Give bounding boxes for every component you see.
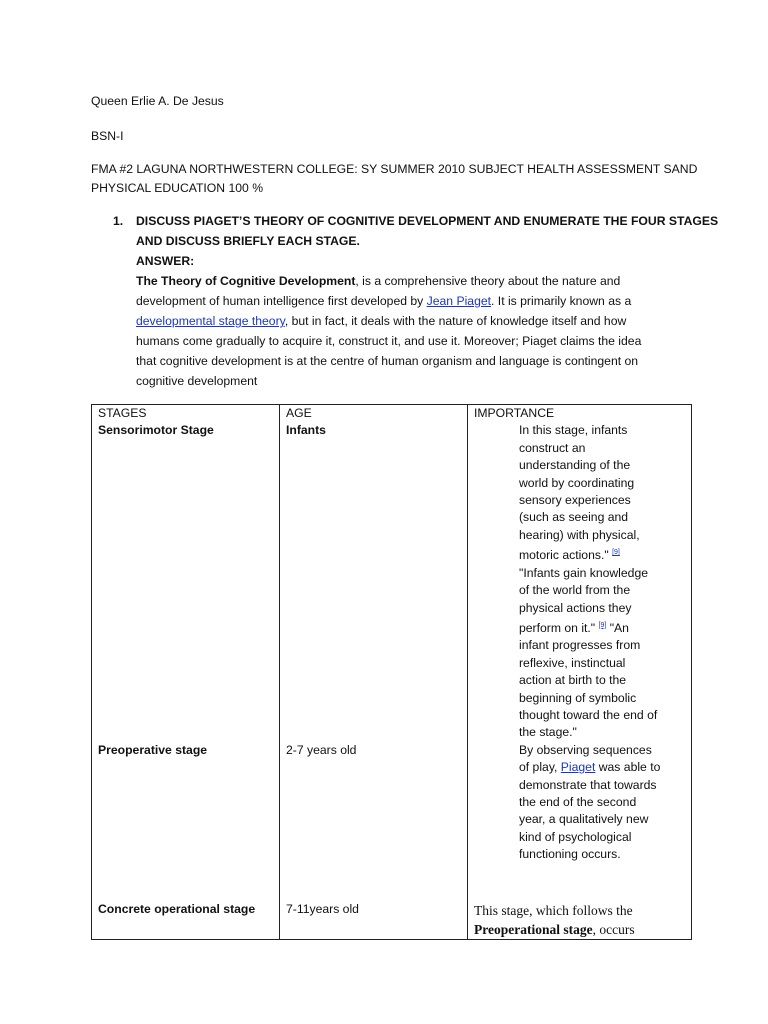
importance-cell [468,405,692,742]
importance-text-part: "Infants gain knowledge of the world from the physical actions they perform on it." [519,565,648,635]
stage-cell [92,900,280,940]
stage-age: 2-7 years old [286,742,357,757]
importance-text-part: This stage, which follows the [474,902,633,918]
importance-cell [468,900,692,940]
preoperational-stage-term: Preoperational stage [474,921,593,937]
question-line-2: AND DISCUSS BRIEFLY EACH STAGE. [136,234,360,248]
answer-line-3 [136,311,626,331]
table-row [92,405,692,742]
answer-line-2-pre: development of human intelligence first developed by [136,294,427,308]
stage-name: Preoperative stage [98,742,208,757]
importance-text-part: In this stage, infants construct an understanding of the world by coordinating sensory experiences (such as seeing and hearing) with physical, motoric actions." [519,423,640,563]
stage-age: Infants [286,423,326,438]
exam-title-line-1: FMA #2 LAGUNA NORTHWESTERN COLLEGE: SY SUMMER 2010 SUBJECT HEALTH ASSESSMENT SAND [91,162,698,176]
jean-piaget-link[interactable]: Jean Piaget [426,294,492,308]
importance-text-part: By observing sequences of play, [519,742,652,775]
answer-line-1-rest: , is a comprehensive theory about the nature and [355,274,621,288]
question-line-1: DISCUSS PIAGET’S THEORY OF COGNITIVE DEVELOPMENT AND ENUMERATE THE FOUR STAGES [136,214,719,228]
importance-text [519,422,661,741]
stage-name: Concrete operational stage [98,901,256,916]
citation-link[interactable]: [9] [612,549,620,557]
answer-label: ANSWER: [136,254,195,268]
stage-cell [92,405,280,742]
importance-text [519,742,661,864]
answer-line-3-post: , but in fact, it deals with the nature of knowledge itself and how [284,314,627,328]
author-name: Queen Erlie A. De Jesus [91,94,224,108]
age-header: AGE [286,406,312,420]
importance-header: IMPORTANCE [474,406,555,420]
answer-line-1 [136,271,620,291]
exam-title-line-2: PHYSICAL EDUCATION 100 % [91,181,264,195]
answer-line-5: that cognitive development is at the centre of human organism and language is contingent on [136,354,639,368]
course-label: BSN-I [91,129,124,143]
stages-header: STAGES [98,406,147,420]
question-number: 1. [113,214,124,228]
theory-name: The Theory of Cognitive Development [136,274,356,288]
stage-cell [92,742,280,900]
answer-line-2 [136,291,631,311]
stage-age: 7-11years old [286,901,359,916]
developmental-stage-theory-link[interactable]: developmental stage theory [136,314,285,328]
importance-text-part: "An infant progresses from reflexive, instinctual action at birth to the beginning of symbolic thought toward the end of the stage." [519,621,658,740]
table-row [92,742,692,900]
age-cell [280,742,468,900]
answer-line-4: humans come gradually to acquire it, construct it, and use it. Moreover; Piaget claims the idea [136,334,642,348]
citation-link[interactable]: [9] [598,621,607,629]
table-row [92,900,692,940]
piaget-link[interactable]: Piaget [560,760,596,775]
stage-name: Sensorimotor Stage [98,423,214,438]
importance-text [474,901,685,939]
answer-line-6: cognitive development [136,374,258,388]
age-cell [280,405,468,742]
answer-line-2-post: . It is primarily known as a [491,294,632,308]
importance-text-part: , occurs [592,921,635,937]
stages-table [91,404,692,940]
importance-cell [468,742,692,900]
importance-text-part: was able to demonstrate that towards the end of the second year, a qualitatively new kind of psychological functioning occurs. [519,760,661,862]
age-cell [280,900,468,940]
